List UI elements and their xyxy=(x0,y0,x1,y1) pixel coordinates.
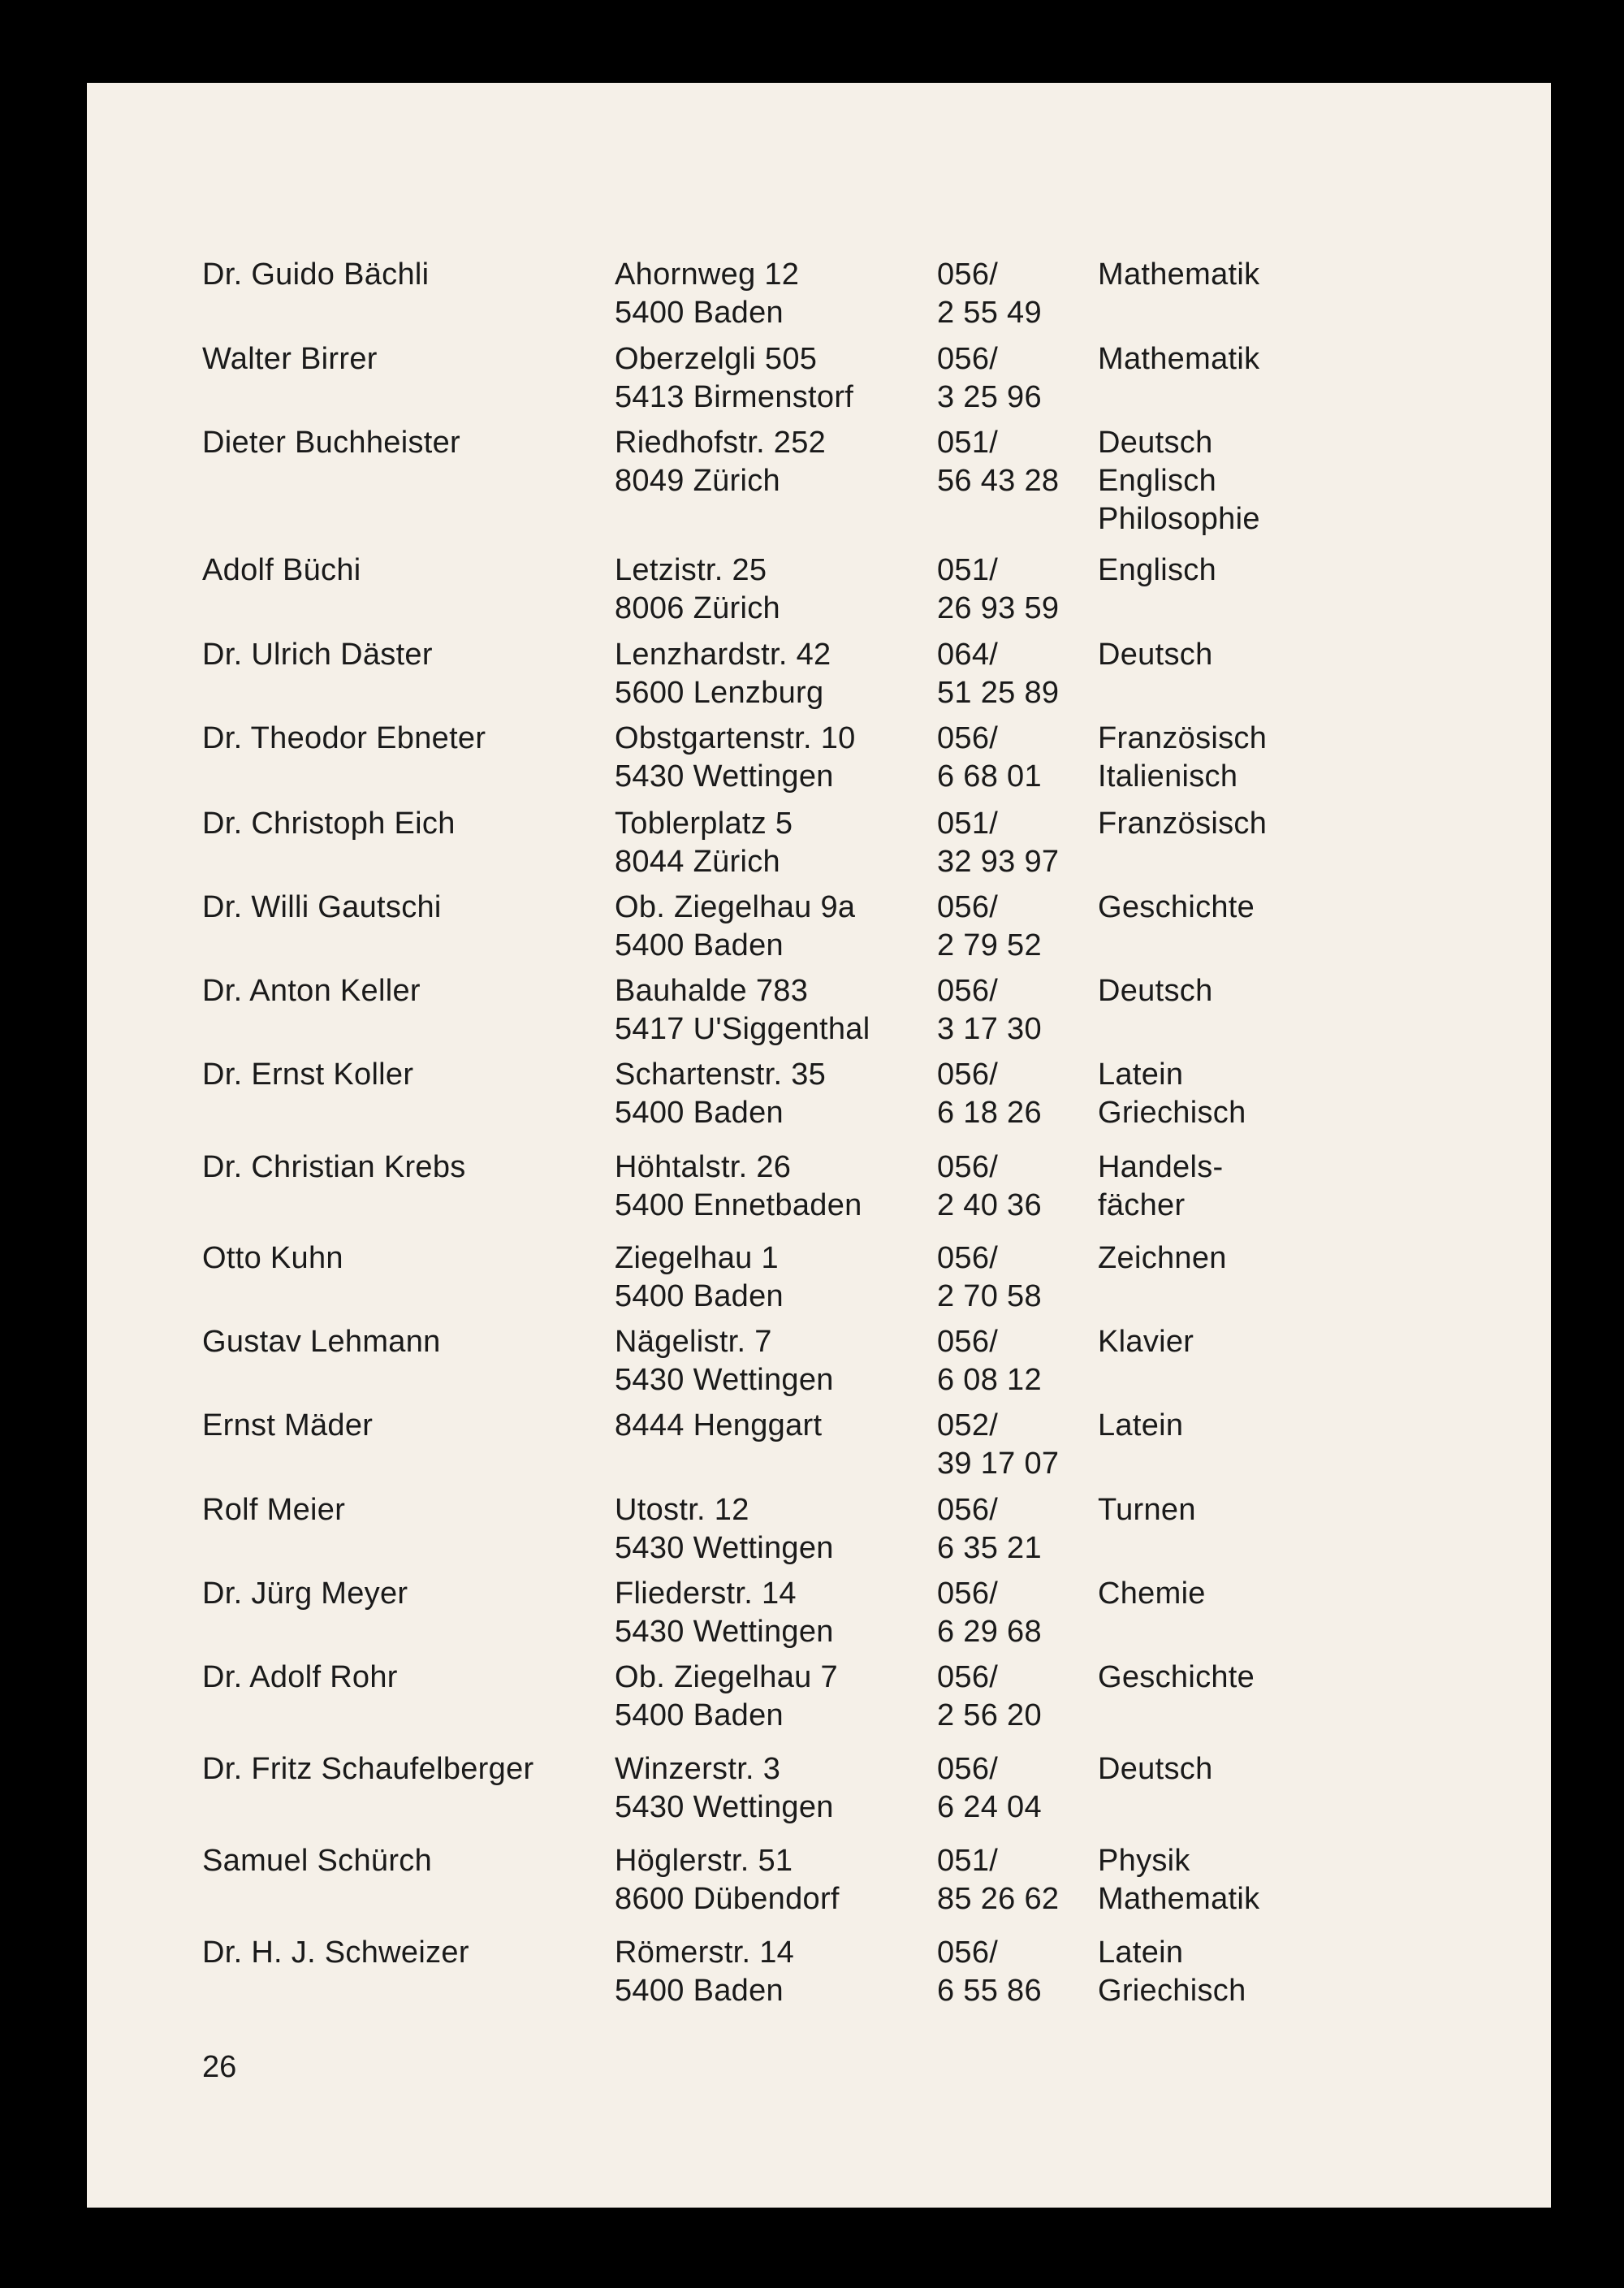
phone-line: 056/ xyxy=(937,721,999,755)
address-line: Ob. Ziegelhau 7 xyxy=(615,1660,838,1694)
address-line: Römerstr. 14 xyxy=(615,1936,795,1970)
phone-line: 056/ xyxy=(937,974,999,1008)
phone-line: 056/ xyxy=(937,1660,999,1694)
subject-line: Griechisch xyxy=(1098,1974,1246,2008)
phone-line: 2 56 20 xyxy=(937,1698,1042,1732)
address-cell xyxy=(615,1323,834,1399)
phone-line: 6 35 21 xyxy=(937,1531,1042,1565)
address-line: 5400 Baden xyxy=(615,1698,784,1732)
address-cell xyxy=(615,889,855,965)
phone-line: 2 55 49 xyxy=(937,296,1042,330)
address-cell xyxy=(615,340,853,417)
address-line: 8600 Dübendorf xyxy=(615,1882,840,1916)
phone-line: 056/ xyxy=(937,890,999,924)
teacher-name: Walter Birrer xyxy=(202,342,378,376)
subjects-cell xyxy=(1098,551,1216,590)
teacher-name: Dr. Willi Gautschi xyxy=(202,890,442,924)
address-line: Schartenstr. 35 xyxy=(615,1057,827,1092)
subject-line: Handels- xyxy=(1098,1150,1224,1184)
teacher-name: Dr. Fritz Schaufelberger xyxy=(202,1752,534,1786)
teacher-name: Gustav Lehmann xyxy=(202,1325,441,1359)
phone-line: 85 26 62 xyxy=(937,1882,1060,1916)
address-cell xyxy=(615,424,826,500)
teacher-name: Dr. Anton Keller xyxy=(202,974,421,1008)
address-cell xyxy=(615,1575,834,1651)
address-line: Letzistr. 25 xyxy=(615,553,767,587)
address-line: 8006 Zürich xyxy=(615,591,780,625)
address-cell xyxy=(615,1056,826,1132)
phone-line: 056/ xyxy=(937,1325,999,1359)
teacher-name: Dr. H. J. Schweizer xyxy=(202,1936,469,1970)
address-cell xyxy=(615,1239,784,1316)
subject-line: Chemie xyxy=(1098,1577,1206,1611)
teacher-name: Dr. Christian Krebs xyxy=(202,1150,466,1184)
address-cell xyxy=(615,551,780,628)
subject-line: Philosophie xyxy=(1098,502,1260,536)
teacher-name: Dr. Theodor Ebneter xyxy=(202,721,486,755)
subjects-cell xyxy=(1098,1148,1223,1225)
phone-cell xyxy=(937,1575,1042,1651)
address-line: Riedhofstr. 252 xyxy=(615,426,827,460)
phone-cell xyxy=(937,1934,1042,2010)
phone-cell xyxy=(937,1056,1042,1132)
subject-line: Griechisch xyxy=(1098,1096,1246,1130)
subject-line: Englisch xyxy=(1098,553,1217,587)
phone-cell xyxy=(937,1750,1042,1827)
address-cell xyxy=(615,1659,838,1735)
address-line: Oberzelgli 505 xyxy=(615,342,818,376)
phone-line: 056/ xyxy=(937,342,999,376)
phone-cell xyxy=(937,972,1042,1049)
address-line: 8444 Henggart xyxy=(615,1408,823,1442)
address-cell xyxy=(615,805,793,881)
phone-line: 26 93 59 xyxy=(937,591,1060,625)
phone-line: 056/ xyxy=(937,1577,999,1611)
address-line: 5430 Wettingen xyxy=(615,1615,834,1649)
subjects-cell xyxy=(1098,720,1267,796)
phone-line: 064/ xyxy=(937,638,999,672)
address-cell xyxy=(615,256,799,332)
subject-line: Zeichnen xyxy=(1098,1241,1227,1275)
phone-line: 51 25 89 xyxy=(937,676,1060,710)
subject-line: Geschichte xyxy=(1098,890,1255,924)
phone-cell xyxy=(937,1239,1042,1316)
subject-line: Mathematik xyxy=(1098,257,1260,292)
subjects-cell xyxy=(1098,805,1267,843)
phone-cell xyxy=(937,1148,1042,1225)
subjects-cell xyxy=(1098,1407,1183,1445)
phone-line: 6 24 04 xyxy=(937,1790,1042,1824)
address-line: 5400 Ennetbaden xyxy=(615,1188,862,1222)
subjects-cell xyxy=(1098,636,1213,674)
address-line: 5400 Baden xyxy=(615,1096,784,1130)
phone-line: 6 08 12 xyxy=(937,1363,1042,1397)
subjects-cell xyxy=(1098,1575,1206,1613)
address-line: 5400 Baden xyxy=(615,1279,784,1313)
teacher-name: Rolf Meier xyxy=(202,1493,346,1527)
subjects-cell xyxy=(1098,1323,1194,1361)
phone-cell xyxy=(937,424,1059,500)
teacher-name: Ernst Mäder xyxy=(202,1408,374,1442)
teacher-name: Dieter Buchheister xyxy=(202,426,460,460)
subjects-cell xyxy=(1098,340,1259,378)
address-cell xyxy=(615,1148,862,1225)
address-line: 5430 Wettingen xyxy=(615,1790,834,1824)
subjects-cell xyxy=(1098,1934,1246,2010)
phone-line: 6 29 68 xyxy=(937,1615,1042,1649)
phone-cell xyxy=(937,636,1059,712)
address-cell xyxy=(615,1934,794,2010)
phone-line: 056/ xyxy=(937,1493,999,1527)
teacher-name: Dr. Ernst Koller xyxy=(202,1057,414,1092)
address-line: Höglerstr. 51 xyxy=(615,1844,793,1878)
address-line: Bauhalde 783 xyxy=(615,974,809,1008)
phone-line: 32 93 97 xyxy=(937,845,1060,879)
address-line: 5430 Wettingen xyxy=(615,759,834,794)
address-line: Ahornweg 12 xyxy=(615,257,800,292)
phone-line: 056/ xyxy=(937,1150,999,1184)
teacher-name: Dr. Ulrich Däster xyxy=(202,638,433,672)
address-line: Obstgartenstr. 10 xyxy=(615,721,856,755)
address-line: Fliederstr. 14 xyxy=(615,1577,797,1611)
page-number: 26 xyxy=(202,2050,237,2084)
address-line: Nägelistr. 7 xyxy=(615,1325,772,1359)
subjects-cell xyxy=(1098,424,1260,538)
subject-line: Latein xyxy=(1098,1057,1184,1092)
address-cell xyxy=(615,1750,834,1827)
address-line: Winzerstr. 3 xyxy=(615,1752,781,1786)
phone-line: 051/ xyxy=(937,807,999,841)
address-line: 5417 U'Siggenthal xyxy=(615,1012,870,1046)
teacher-name: Dr. Jürg Meyer xyxy=(202,1577,408,1611)
address-line: 5600 Lenzburg xyxy=(615,676,824,710)
phone-line: 2 70 58 xyxy=(937,1279,1042,1313)
subject-line: Mathematik xyxy=(1098,342,1260,376)
phone-line: 56 43 28 xyxy=(937,464,1060,498)
subjects-cell xyxy=(1098,972,1213,1010)
address-line: Ziegelhau 1 xyxy=(615,1241,779,1275)
phone-line: 056/ xyxy=(937,1752,999,1786)
subjects-cell xyxy=(1098,1491,1196,1529)
subject-line: Turnen xyxy=(1098,1493,1196,1527)
phone-line: 056/ xyxy=(937,1936,999,1970)
phone-line: 051/ xyxy=(937,553,999,587)
phone-line: 051/ xyxy=(937,1844,999,1878)
teacher-name: Dr. Christoph Eich xyxy=(202,807,456,841)
phone-line: 056/ xyxy=(937,1057,999,1092)
address-line: Toblerplatz 5 xyxy=(615,807,793,841)
subject-line: Französisch xyxy=(1098,807,1268,841)
subjects-cell xyxy=(1098,1056,1246,1132)
subject-line: Deutsch xyxy=(1098,638,1213,672)
teacher-name: Otto Kuhn xyxy=(202,1241,343,1275)
phone-line: 2 40 36 xyxy=(937,1188,1042,1222)
phone-cell xyxy=(937,1659,1042,1735)
address-line: 8049 Zürich xyxy=(615,464,780,498)
subject-line: Deutsch xyxy=(1098,974,1213,1008)
phone-line: 3 17 30 xyxy=(937,1012,1042,1046)
teacher-name: Adolf Büchi xyxy=(202,553,361,587)
subject-line: Latein xyxy=(1098,1408,1184,1442)
phone-cell xyxy=(937,1842,1059,1918)
teacher-name: Dr. Adolf Rohr xyxy=(202,1660,398,1694)
subjects-cell xyxy=(1098,1750,1213,1788)
subject-line: fächer xyxy=(1098,1188,1186,1222)
subjects-cell xyxy=(1098,1842,1259,1918)
address-line: 5400 Baden xyxy=(615,928,784,962)
address-cell xyxy=(615,1407,822,1445)
address-cell xyxy=(615,972,870,1049)
address-line: Lenzhardstr. 42 xyxy=(615,638,831,672)
phone-line: 6 18 26 xyxy=(937,1096,1042,1130)
address-cell xyxy=(615,1491,834,1568)
subjects-cell xyxy=(1098,1659,1255,1697)
phone-line: 056/ xyxy=(937,257,999,292)
phone-cell xyxy=(937,551,1059,628)
subject-line: Latein xyxy=(1098,1936,1184,1970)
phone-cell xyxy=(937,1323,1042,1399)
teacher-name: Samuel Schürch xyxy=(202,1844,433,1878)
subject-line: Italienisch xyxy=(1098,759,1238,794)
phone-cell xyxy=(937,805,1059,881)
phone-line: 3 25 96 xyxy=(937,380,1042,414)
phone-line: 6 55 86 xyxy=(937,1974,1042,2008)
phone-cell xyxy=(937,256,1042,332)
address-line: Ob. Ziegelhau 9a xyxy=(615,890,856,924)
phone-line: 2 79 52 xyxy=(937,928,1042,962)
subjects-cell xyxy=(1098,1239,1227,1278)
document-page xyxy=(87,83,1551,2208)
subject-line: Deutsch xyxy=(1098,426,1213,460)
address-line: Utostr. 12 xyxy=(615,1493,749,1527)
address-line: 8044 Zürich xyxy=(615,845,780,879)
phone-line: 052/ xyxy=(937,1408,999,1442)
phone-line: 056/ xyxy=(937,1241,999,1275)
phone-cell xyxy=(937,1491,1042,1568)
subject-line: Mathematik xyxy=(1098,1882,1260,1916)
phone-cell xyxy=(937,720,1042,796)
subject-line: Deutsch xyxy=(1098,1752,1213,1786)
address-cell xyxy=(615,720,856,796)
subject-line: Englisch xyxy=(1098,464,1217,498)
teacher-name: Dr. Guido Bächli xyxy=(202,257,430,292)
subject-line: Französisch xyxy=(1098,721,1268,755)
subjects-cell xyxy=(1098,889,1255,927)
subject-line: Klavier xyxy=(1098,1325,1194,1359)
address-cell xyxy=(615,1842,840,1918)
subject-line: Geschichte xyxy=(1098,1660,1255,1694)
address-line: 5430 Wettingen xyxy=(615,1531,834,1565)
phone-line: 6 68 01 xyxy=(937,759,1042,794)
address-line: 5413 Birmenstorf xyxy=(615,380,854,414)
phone-line: 051/ xyxy=(937,426,999,460)
phone-cell xyxy=(937,340,1042,417)
phone-cell xyxy=(937,889,1042,965)
address-line: Höhtalstr. 26 xyxy=(615,1150,792,1184)
phone-line: 39 17 07 xyxy=(937,1447,1060,1481)
address-line: 5430 Wettingen xyxy=(615,1363,834,1397)
address-line: 5400 Baden xyxy=(615,296,784,330)
phone-cell xyxy=(937,1407,1059,1483)
subject-line: Physik xyxy=(1098,1844,1190,1878)
address-cell xyxy=(615,636,831,712)
address-line: 5400 Baden xyxy=(615,1974,784,2008)
subjects-cell xyxy=(1098,256,1259,294)
